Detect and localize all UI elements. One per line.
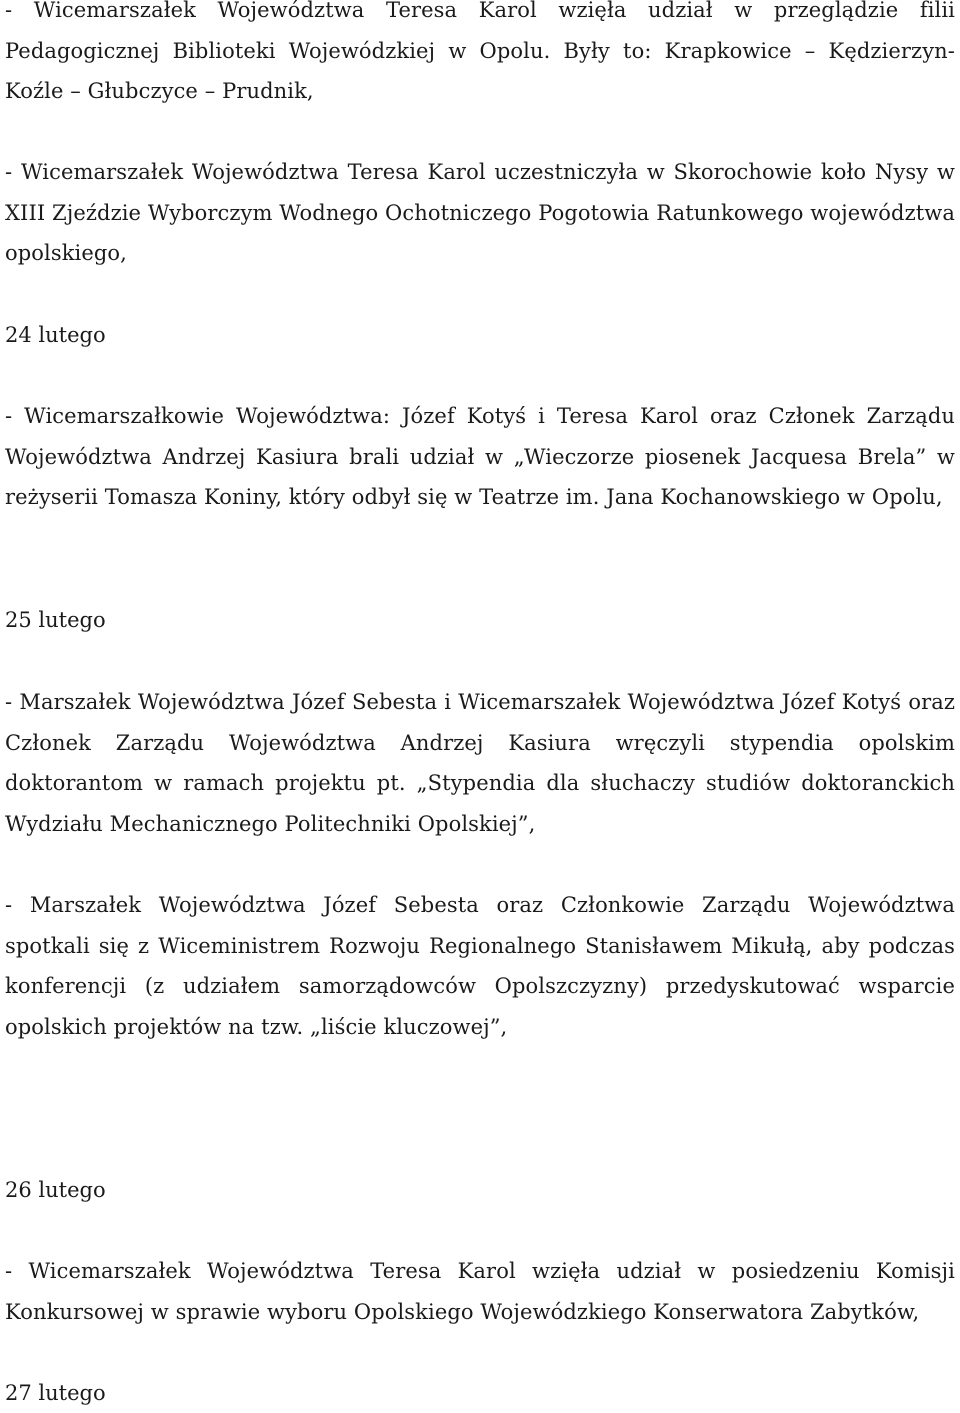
date-heading-27-lutego: 27 lutego	[5, 1381, 106, 1405]
date-heading-25-lutego: 25 lutego	[5, 608, 106, 632]
date-heading-26-lutego: 26 lutego	[5, 1178, 106, 1202]
paragraph-stypendia: - Marszałek Województwa Józef Sebesta i Wicemarszałek Województwa Józef Kotyś oraz Członek Zarządu Województwa Andrzej Kasiura wręczyli stypendia opolskim doktorantom w ramach projektu pt. „Stypendia dla słuchaczy studiów doktoranckich Wydziału Mechanicznego Politechniki Opolskiej”,	[5, 690, 955, 837]
paragraph-komisja-konkursowa: - Wicemarszałek Województwa Teresa Karol wzięła udział w posiedzeniu Komisji Konkursowej w sprawie wyboru Opolskiego Wojewódzkiego Konserwatora Zabytków,	[5, 1259, 955, 1324]
date-heading-24-lutego: 24 lutego	[5, 323, 106, 347]
paragraph-wieczor-brela: - Wicemarszałkowie Województwa: Józef Kotyś i Teresa Karol oraz Członek Zarządu Województwa Andrzej Kasiura brali udział w „Wieczorze piosenek Jacquesa Brela” w reżyserii Tomasza Koniny, który odbył się w Teatrze im. Jana Kochanowskiego w Opolu,	[5, 404, 955, 510]
paragraph-wiceminister: - Marszałek Województwa Józef Sebesta oraz Członkowie Zarządu Województwa spotkali się z Wiceministrem Rozwoju Regionalnego Stanisławem Mikułą, aby podczas konferencji (z udziałem samorządowców Opolszczyzny) przedyskutować wsparcie opolskich projektów na tzw. „liście kluczowej”,	[5, 893, 955, 1040]
paragraph-wopr-zjazd: - Wicemarszałek Województwa Teresa Karol uczestniczyła w Skorochowie koło Nysy w XIII Zjeździe Wyborczym Wodnego Ochotniczego Pogotowia Ratunkowego województwa opolskiego,	[5, 160, 955, 266]
paragraph-pbw-filie: - Wicemarszałek Województwa Teresa Karol wzięła udział w przeglądzie filii Pedagogicznej Biblioteki Wojewódzkiej w Opolu. Były to: Krapkowice – Kędzierzyn-Koźle – Głubczyce – Prudnik,	[5, 0, 955, 104]
